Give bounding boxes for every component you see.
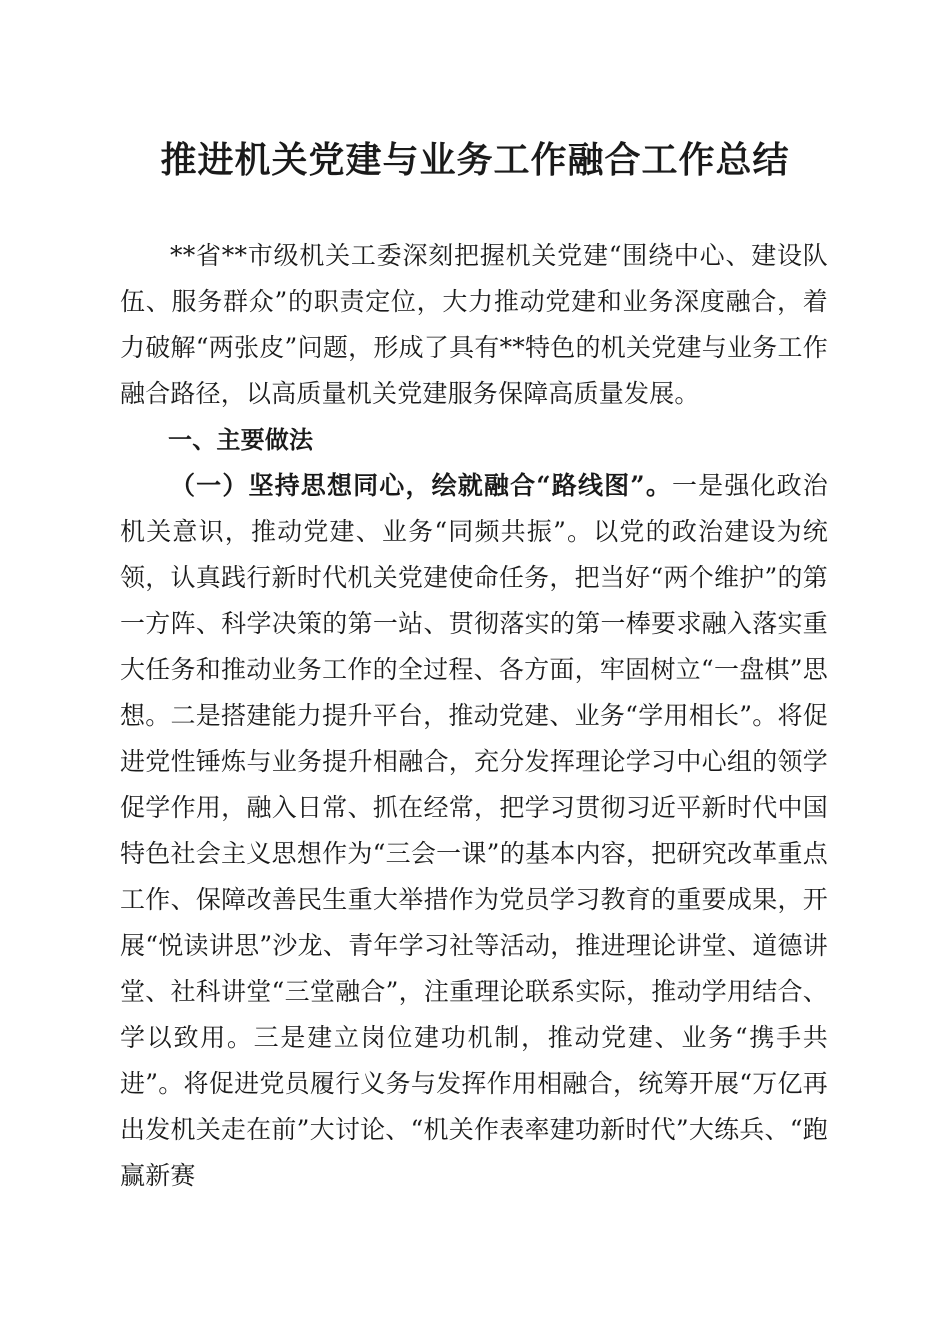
section-heading-main-practices: 一、主要做法 bbox=[168, 426, 314, 454]
document-title: 推进机关党建与业务工作融合工作总结 bbox=[160, 139, 790, 181]
subsection-body: 一是强化政治机关意识，推动党建、业务“同频共振”。以党的政治建设为统领，认真践行新时代机关党建使命任务，把当好“两个维护”的第一方阵、科学决策的第一站、贯彻落实的第一棒要求融入落实重大任务和推动业务工作的全过程、各方面，牢固树立“一盘棋”思想。二是搭建能力提升平台，推动党建、业务“学用相长”。将促进党性锤炼与业务提升相融合，充分发挥理论学习中心组的领学促学作用，融入日常、抓在经常，把学习贯彻习近平新时代中国特色社会主义思想作为“三会一课”的基本内容，把研究改革重点工作、保障改善民生重大举措作为党员学习教育的重要成果，开展“悦读讲思”沙龙、青年学习社等活动，推进理论讲堂、道德讲堂、社科讲堂“三堂融合”，注重理论联系实际，推动学用结合、学以致用。三是建立岗位建功机制，推动党建、业务“携手共进”。将促进党员履行义务与发挥作用相融合，统筹开展“万亿再出发机关走在前”大讨论、“机关作表率建功新时代”大练兵、“跑赢新赛 bbox=[120, 471, 829, 1190]
subsection-title: （一）坚持思想同心，绘就融合“路线图”。 bbox=[170, 471, 672, 500]
document-body bbox=[120, 233, 828, 1199]
subsection-paragraph bbox=[120, 463, 828, 1199]
intro-paragraph: **省**市级机关工委深刻把握机关党建“围绕中心、建设队伍、服务群众”的职责定位，大力推动党建和业务深度融合，着力破解“两张皮”问题，形成了具有**特色的机关党建与业务工作融合路径，以高质量机关党建服务保障高质量发展。 bbox=[120, 241, 828, 408]
